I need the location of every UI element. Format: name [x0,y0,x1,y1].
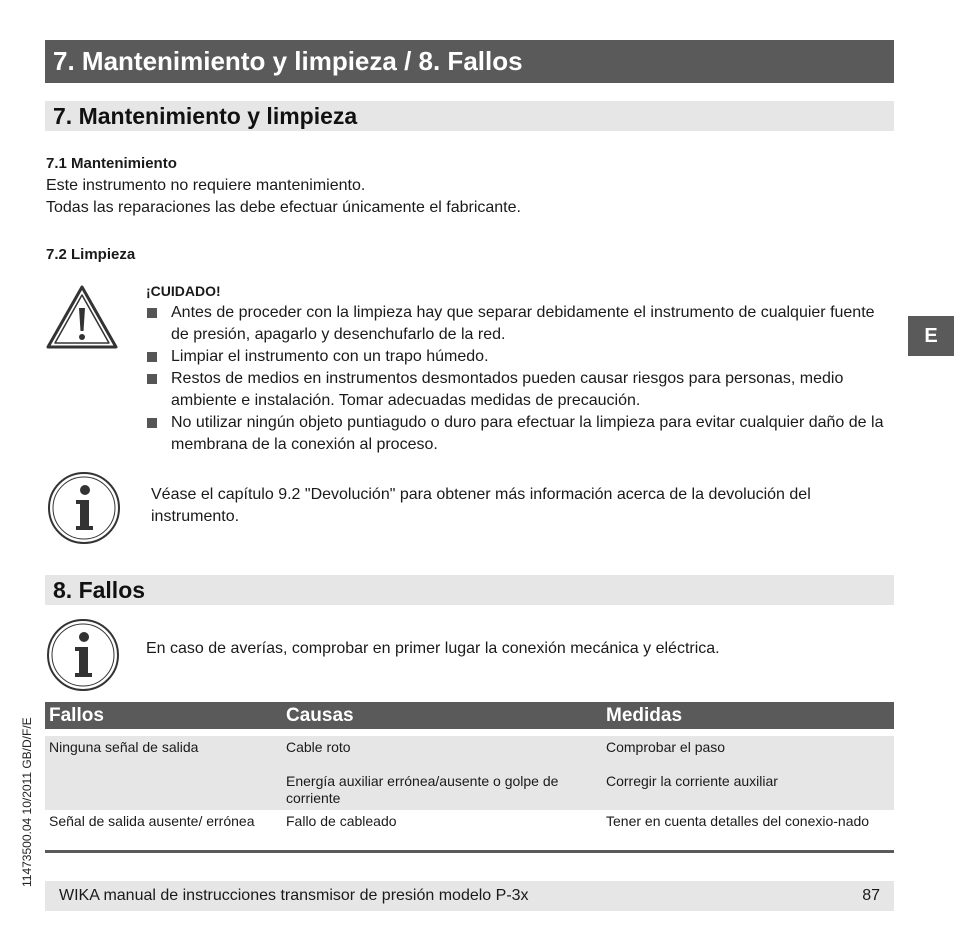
bullet-square-icon [147,418,157,428]
page-title: 7. Mantenimiento y limpieza / 8. Fallos [45,40,894,83]
faults-info-text: En caso de averías, comprobar en primer lugar la conexión mecánica y eléctrica. [146,640,720,657]
info-icon [47,471,121,550]
list-item: Antes de proceder con la limpieza hay que separar debidamente el instrumento de cualquier fuente de presión, apagarlo y desenchufarlo de la red. [146,302,896,346]
subsection-7-1-title: 7.1 Mantenimiento [46,155,177,172]
document-code: 11473500.04 10/2011 GB/D/F/E [20,717,34,887]
section-7-title: 7. Mantenimiento y limpieza [45,101,894,131]
table-cell: Fallo de cableado [286,813,397,829]
table-row [45,810,894,852]
list-item: Limpiar el instrumento con un trapo húmedo. [146,346,896,368]
list-item: Restos de medios en instrumentos desmontados pueden causar riesgos para personas, medio ambiente e instalación. Tomar adecuadas medidas de precaución. [146,368,896,412]
table-cell: Señal de salida ausente/ errónea [49,813,255,829]
maintenance-line-2: Todas las reparaciones las debe efectuar únicamente el fabricante. [46,199,521,216]
maintenance-line-1: Este instrumento no requiere mantenimiento. [46,177,366,194]
info-icon [46,618,120,697]
table-cell [45,773,282,810]
table-cell: Corregir la corriente auxiliar [602,773,894,810]
caution-label: ¡CUIDADO! [146,283,221,299]
table-row [45,773,894,810]
section-8-title: 8. Fallos [45,575,894,605]
table-cell: Ninguna señal de salida [45,736,282,773]
column-header-faults: Fallos [45,702,282,729]
table-header-row [45,702,894,729]
faults-table [45,702,894,853]
page-number: 87 [862,887,880,904]
bullet-square-icon [147,352,157,362]
language-tab: E [908,316,954,356]
table-cell: Energía auxiliar errónea/ausente o golpe de corriente [282,773,602,810]
footer-text: WIKA manual de instrucciones transmisor de presión modelo P-3x [59,887,529,904]
bullet-square-icon [147,374,157,384]
cleaning-bullet-list [146,302,896,456]
return-info-text: Véase el capítulo 9.2 "Devolución" para obtener más información acerca de la devolución del instrumento. [151,486,811,525]
table-cell: Comprobar el paso [602,736,894,773]
warning-triangle-icon [45,284,119,355]
table-cell: Cable roto [282,736,602,773]
table-row [45,736,894,773]
page-footer [45,881,894,911]
bullet-square-icon [147,308,157,318]
column-header-measures: Medidas [602,702,894,729]
list-item: No utilizar ningún objeto puntiagudo o duro para efectuar la limpieza para evitar cualquier daño de la membrana de la conexión al proceso. [146,412,896,456]
subsection-7-2-title: 7.2 Limpieza [46,246,136,263]
column-header-causes: Causas [282,702,602,729]
table-cell: Tener en cuenta detalles del conexio-nado [606,813,870,829]
